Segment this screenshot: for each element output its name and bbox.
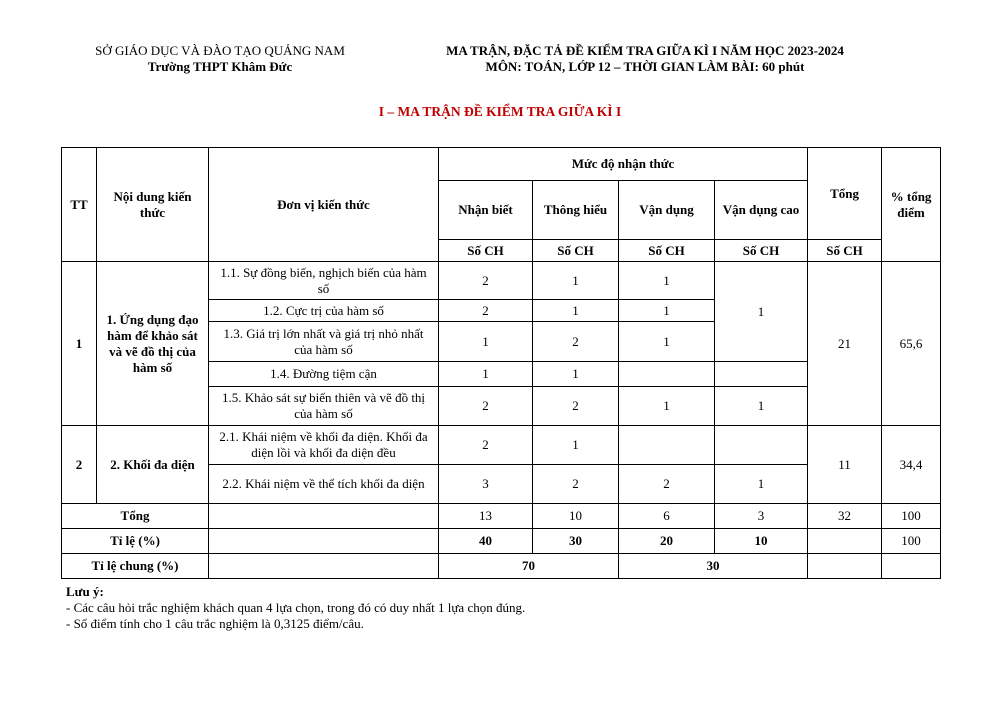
school-header [60,43,380,75]
total-percent: 100 [882,504,941,529]
header-unit: Đơn vị kiến thức [209,148,439,262]
header-percent: % tổng điểm [882,148,941,262]
section-title: I – MA TRẬN ĐỀ KIỂM TRA GIỮA KÌ I [378,104,622,119]
ratio-nhan-biet: 40 [439,529,533,554]
header-van-dung: Vận dụng [619,181,715,240]
header-so-ch: Số CH [439,240,533,262]
total-label: Tổng [62,504,209,529]
topic-name: 1. Ứng dụng đạo hàm để khảo sát và vẽ đồ thị của hàm số [97,262,209,426]
topic-percent: 65,6 [882,262,941,426]
school-name: Trường THPT Khâm Đức [147,59,293,74]
count-nhan-biet: 1 [439,362,533,387]
common-ratio-row [62,554,941,579]
topic-number: 1 [62,262,97,426]
header-thong-hieu: Thông hiểu [533,181,619,240]
notes [66,584,525,632]
topic-percent: 34,4 [882,426,941,504]
total-thong-hieu: 10 [533,504,619,529]
count-nhan-biet: 2 [439,387,533,426]
count-van-dung [619,426,715,465]
count-van-dung: 1 [619,387,715,426]
header-so-ch: Số CH [715,240,808,262]
notes-title: Lưu ý: [66,584,104,599]
ratio-van-dung: 20 [619,529,715,554]
total-nhan-biet: 13 [439,504,533,529]
count-van-dung-cao [715,362,808,387]
unit-name: 2.2. Khái niệm về thể tích khối đa diện [209,465,439,504]
unit-name: 1.5. Khảo sát sự biến thiên và vẽ đồ thị của hàm số [209,387,439,426]
ratio-thong-hieu: 30 [533,529,619,554]
exam-subject: MÔN: TOÁN, LỚP 12 – THỜI GIAN LÀM BÀI: 60 phút [485,59,805,74]
topic-total: 21 [808,262,882,426]
count-nhan-biet: 3 [439,465,533,504]
count-nhan-biet: 1 [439,322,533,362]
count-thong-hieu: 1 [533,262,619,300]
ratio-percent: 100 [882,529,941,554]
header-nhan-biet: Nhận biết [439,181,533,240]
unit-name: 1.2. Cực trị của hàm số [209,300,439,322]
table-row [62,262,941,300]
count-van-dung-cao: 1 [715,387,808,426]
count-van-dung-cao [715,426,808,465]
total-van-dung: 6 [619,504,715,529]
count-nhan-biet: 2 [439,262,533,300]
count-van-dung [619,362,715,387]
table-row [62,426,941,465]
count-thong-hieu: 1 [533,362,619,387]
count-van-dung: 1 [619,262,715,300]
count-nhan-biet: 2 [439,426,533,465]
note-item: - Các câu hỏi trắc nghiệm khách quan 4 lựa chọn, trong đó có duy nhất 1 lựa chọn đúng. [66,600,526,615]
topic-number: 2 [62,426,97,504]
count-van-dung: 1 [619,300,715,322]
header-so-ch: Số CH [619,240,715,262]
count-thong-hieu: 2 [533,322,619,362]
ratio-row [62,529,941,554]
exam-title: MA TRẬN, ĐẶC TẢ ĐỀ KIỂM TRA GIỮA KÌ I NĂM HỌC 2023-2024 [446,43,844,58]
header-content: Nội dung kiến thức [97,148,209,262]
exam-matrix-table [61,147,941,579]
common-ratio-low: 70 [439,554,619,579]
topic-total: 11 [808,426,882,504]
count-van-dung: 1 [619,322,715,362]
unit-name: 1.3. Giá trị lớn nhất và giá trị nhỏ nhất của hàm số [209,322,439,362]
header-level-group: Mức độ nhận thức [439,148,808,181]
header-total-so-ch: Số CH [808,240,882,262]
exam-header [410,43,880,75]
header-total: Tổng [808,148,882,240]
count-van-dung-cao: 1 [715,262,808,362]
count-van-dung-cao: 1 [715,465,808,504]
count-van-dung: 2 [619,465,715,504]
common-ratio-label: Tỉ lệ chung (%) [62,554,209,579]
unit-name: 1.1. Sự đồng biến, nghịch biến của hàm số [209,262,439,300]
unit-name: 1.4. Đường tiệm cận [209,362,439,387]
note-item: - Số điểm tính cho 1 câu trắc nghiệm là 0,3125 điểm/câu. [66,616,364,631]
unit-name: 2.1. Khái niệm về khối đa diện. Khối đa diện lồi và khối đa diện đều [209,426,439,465]
count-thong-hieu: 2 [533,465,619,504]
total-so-ch: 32 [808,504,882,529]
header-tt: TT [62,148,97,262]
total-row [62,504,941,529]
common-ratio-high: 30 [619,554,808,579]
total-van-dung-cao: 3 [715,504,808,529]
count-thong-hieu: 1 [533,426,619,465]
count-thong-hieu: 1 [533,300,619,322]
ratio-label: Tỉ lệ (%) [62,529,209,554]
header-van-dung-cao: Vận dụng cao [715,181,808,240]
department-name: SỞ GIÁO DỤC VÀ ĐÀO TẠO QUẢNG NAM [95,43,345,58]
count-nhan-biet: 2 [439,300,533,322]
count-thong-hieu: 2 [533,387,619,426]
ratio-van-dung-cao: 10 [715,529,808,554]
topic-name: 2. Khối đa diện [97,426,209,504]
header-so-ch: Số CH [533,240,619,262]
